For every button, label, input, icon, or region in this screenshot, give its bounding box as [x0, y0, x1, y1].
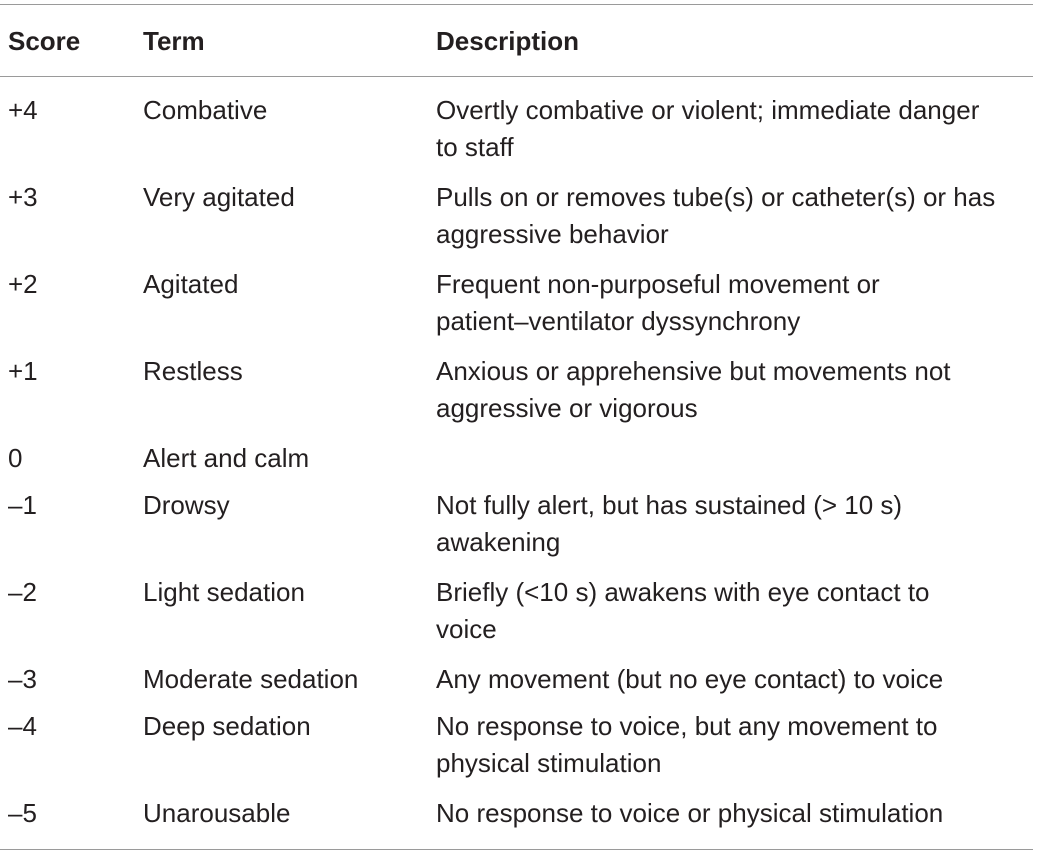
cell-term: Restless [143, 356, 243, 386]
cell-description [436, 487, 1036, 561]
table-header-row [0, 24, 1039, 64]
cell-score: +2 [8, 269, 38, 299]
description-line: Briefly (<10 s) awakens with eye contact to [436, 577, 930, 607]
description-line: physical stimulation [436, 748, 662, 778]
cell-description [436, 708, 1036, 782]
cell-score: –5 [8, 798, 37, 828]
cell-term: Agitated [143, 269, 239, 299]
description-line: Pulls on or removes tube(s) or catheter(s) or has [436, 182, 996, 212]
cell-description [436, 353, 1036, 427]
description-line: to staff [436, 132, 514, 162]
cell-description [436, 661, 1036, 698]
description-line: Not fully alert, but has sustained (> 10 s) [436, 490, 903, 520]
cell-description [436, 574, 1036, 648]
cell-term: Light sedation [143, 577, 305, 607]
cell-description [436, 179, 1036, 253]
cell-description [436, 795, 1036, 832]
table-top-rule [0, 4, 1033, 5]
cell-score: +3 [8, 182, 38, 212]
description-line: Frequent non-purposeful movement or [436, 269, 880, 299]
cell-description [436, 266, 1036, 340]
description-line: Any movement (but no eye contact) to voice [436, 664, 944, 694]
description-line: No response to voice or physical stimulation [436, 798, 944, 828]
cell-score: 0 [8, 443, 23, 473]
cell-score: +1 [8, 356, 38, 386]
cell-term: Combative [143, 95, 268, 125]
cell-description [436, 92, 1036, 166]
header-term: Term [143, 26, 205, 56]
description-line: Anxious or apprehensive but movements not [436, 356, 951, 386]
cell-term: Unarousable [143, 798, 291, 828]
description-line: voice [436, 614, 497, 644]
cell-score: –4 [8, 711, 37, 741]
cell-score: –3 [8, 664, 37, 694]
cell-term: Drowsy [143, 490, 230, 520]
table-header-rule [0, 76, 1033, 77]
cell-term: Alert and calm [143, 443, 310, 473]
description-line: patient–ventilator dyssynchrony [436, 306, 801, 336]
description-line: Overtly combative or violent; immediate danger [436, 95, 980, 125]
header-description: Description [436, 26, 580, 56]
header-score: Score [8, 26, 81, 56]
cell-term: Moderate sedation [143, 664, 359, 694]
cell-score: –2 [8, 577, 37, 607]
cell-term: Deep sedation [143, 711, 311, 741]
description-line: aggressive or vigorous [436, 393, 698, 423]
table-bottom-rule [0, 849, 1033, 850]
description-line: No response to voice, but any movement to [436, 711, 938, 741]
cell-score: +4 [8, 95, 38, 125]
description-line: aggressive behavior [436, 219, 669, 249]
description-line: awakening [436, 527, 561, 557]
cell-term: Very agitated [143, 182, 295, 212]
cell-score: –1 [8, 490, 37, 520]
